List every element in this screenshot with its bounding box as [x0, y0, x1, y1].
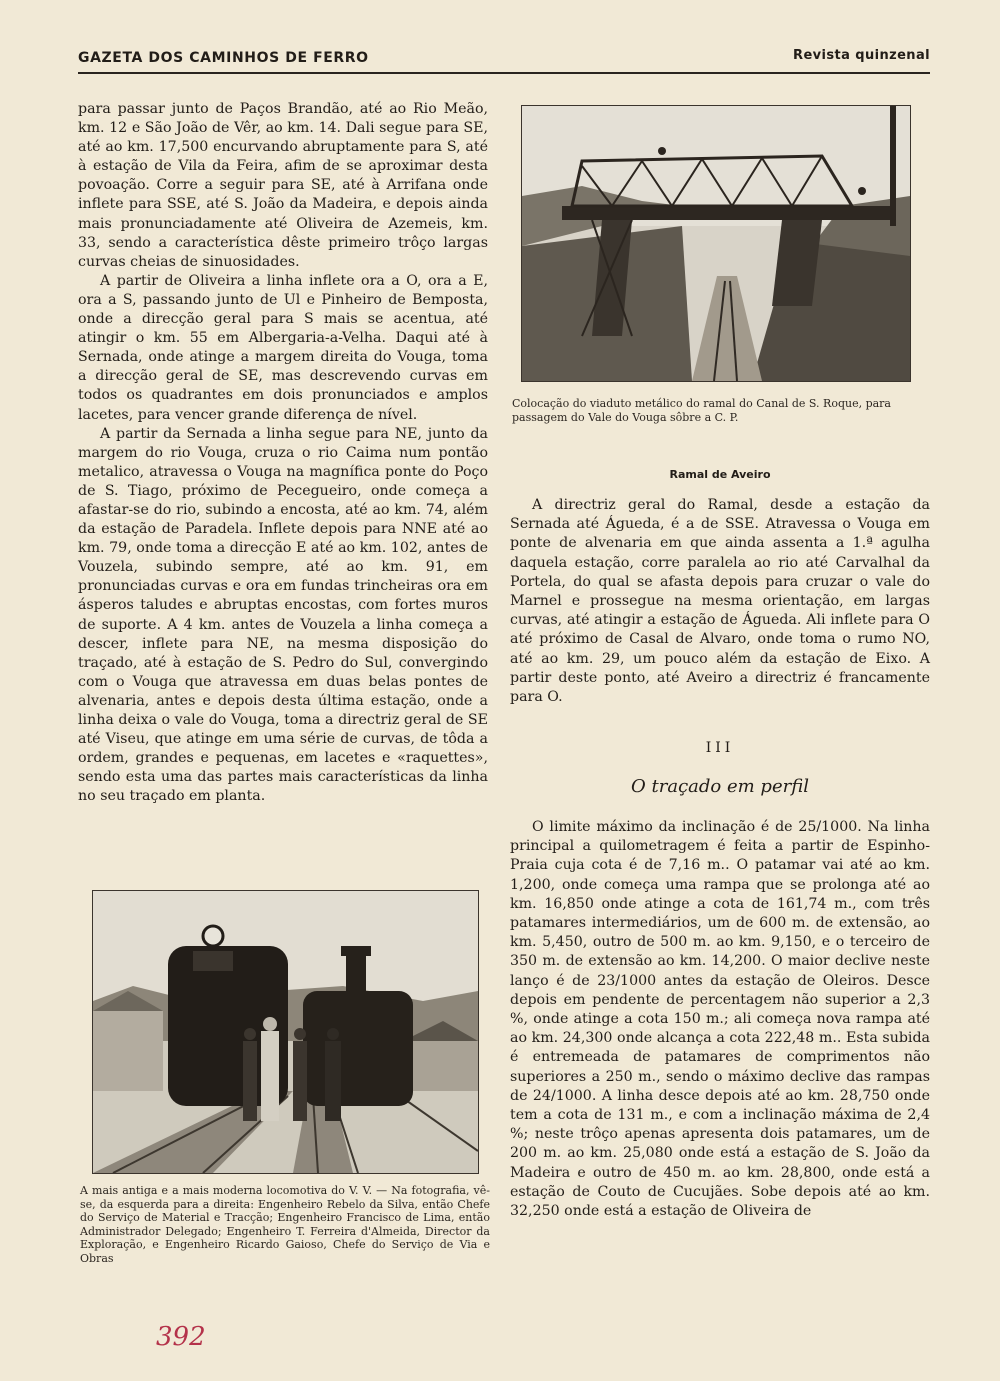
profile-section: [510, 818, 930, 1221]
ramal-paragraph: A directriz geral do Ramal, desde a estação da Sernada até Águeda, é a de SSE. Atravessa o Vouga em ponte de alvenaria em que ainda assenta a 1.ª agulha daquela estação, corre paralela ao rio até Carvalhal da Portela, do qual se afasta depois para cruzar o vale do Marnel e prossegue na mesma orientação, em largas curvas, até atingir a estação de Águeda. Ali inflete para O até próximo de Casal de Alvaro, onde toma o rumo NO, até ao km. 29, um pouco além da estação de Eixo. A partir deste ponto, até Aveiro a directriz é francamente para O.: [510, 497, 930, 706]
viaduct-photo-caption: Colocação do viaduto metálico do ramal do Canal de S. Roque, para passagem do Vale do Vouga sôbre a C. P.: [512, 397, 891, 424]
left-paragraph-3: A partir da Sernada a linha segue para NE, junto da margem do rio Vouga, cruza o rio Caima num pontão metalico, atravessa o Vouga na magnífica ponte do Poço de S. Tiago, próximo de Pecegueiro, onde começa a afastar-se do rio, subindo a encosta, até ao km. 74, além da estação de Paradela. Inflete depois para NNE até ao km. 79, onde toma a direcção E até ao km. 102, antes de Vouzela, subindo sempre, até ao km. 91, em pronunciadas curvas e ora em fundas trincheiras ora em ásperos taludes e abruptas encostas, com fortes muros de suporte. A 4 km. antes de Vouzela a linha começa a descer, inflete para NE, na mesma disposição do traçado, até à estação de S. Pedro do Sul, convergindo com o Vouga que atravessa em duas belas pontes de alvenaria, antes e depois desta última estação, onde a linha deixa o vale do Vouga, toma a directriz geral de SE até Viseu, que atinge em uma série de curvas, de tôda a ordem, grandes e pequenas, em lacetes e «raquettes», sendo esta uma das partes mais características da linha no seu traçado em planta.: [78, 425, 488, 805]
profile-paragraph: O limite máximo da inclinação é de 25/1000. Na linha principal a quilometragem é feita a partir de Espinho-Praia cuja cota é de 7,16 m.. O patamar vai até ao km. 1,200, onde começa uma rampa que se prolonga até ao km. 16,850 onde atinge a cota de 161,74 m., com três patamares intermediários, um de 600 m. de extensão, ao km. 5,450, outro de 500 m. ao km. 9,150, e o terceiro de 350 m. de extensão ao km. 14,200. O maior declive neste lanço é de 23/1000 antes da estação de Oleiros. Desce depois em pendente de percentagem não superior a 2,3 %, onde atinge a cota 150 m.; ali começa nova rampa até ao km. 24,300 onde alcança a cota 222,48 m.. Esta subida é entremeada de patamares de comprimentos não superiores a 250 m., sendo o máximo declive das rampas de 24/1000. A linha desce depois até ao km. 28,750 onde tem a cota de 131 m., e com a inclinação máxima de 2,4 %; neste trôço apenas apresenta dois patamares, um de 200 m. ao km. 25,080 onde está a estação de S. João da Madeira e outro de 450 m. ao km. 28,800, onde está a estação de Couto de Cucujães. Sobe depois até ao km. 32,250 onde está a estação de Oliveira de: [510, 819, 930, 1220]
page-number: 392: [156, 1322, 206, 1352]
header-rule: [78, 72, 930, 74]
left-paragraph-2: A partir de Oliveira a linha inflete ora a O, ora a E, ora a S, passando junto de Ul e Pinheiro de Bemposta, onde a direcção geral para S mais se acentua, até atingir o km. 55 em Albergaria-a-Velha. Daqui até à Sernada, onde atinge a margem direita do Vouga, toma a direcção geral de SE, mas descrevendo curvas em todos os quadrantes em dois pronunciados e amplos lacetes, para vencer grande diferença de nível.: [78, 272, 488, 423]
ramal-section: [510, 496, 930, 707]
left-paragraph-1: para passar junto de Paços Brandão, até ao Rio Meão, km. 12 e São João de Vêr, ao km. 14. Dali segue para SE, até ao km. 17,500 encurvando abruptamente para S, até à estação de Vila da Feira, afim de se aproximar desta povoação. Corre a seguir para SE, até à Arrifana onde inflete para SSE, até S. João da Madeira, e depois ainda mais pronunciadamente até Oliveira de Azemeis, km. 33, sendo a característica dêste primeiro trôço largas curvas cheias de sinuosidades.: [78, 101, 488, 270]
locomotives-photo: [92, 890, 479, 1174]
locomotives-photo-caption: A mais antiga e a mais moderna locomotiva do V. V. — Na fotografia, vê-se, da esquerda para a direita: Engenheiro Rebelo da Silva, então Chefe do Serviço de Material e Tracção; Engenheiro Francisco de Lima, então Administrador Delegado; Engenheiro T. Ferreira d'Almeida, Director da Exploração, e Engenheiro Ricardo Gaioso, Chefe do Serviço de Via e Obras: [80, 1184, 490, 1265]
viaduct-photo: [521, 105, 911, 382]
journal-title: GAZETA DOS CAMINHOS DE FERRO: [78, 50, 369, 66]
journal-subtitle: Revista quinzenal: [793, 48, 930, 63]
section-heading-ramal: Ramal de Aveiro: [669, 468, 771, 481]
chapter-numeral: III: [705, 740, 735, 756]
chapter-title: O traçado em perfil: [631, 776, 809, 797]
left-column: [78, 100, 488, 806]
